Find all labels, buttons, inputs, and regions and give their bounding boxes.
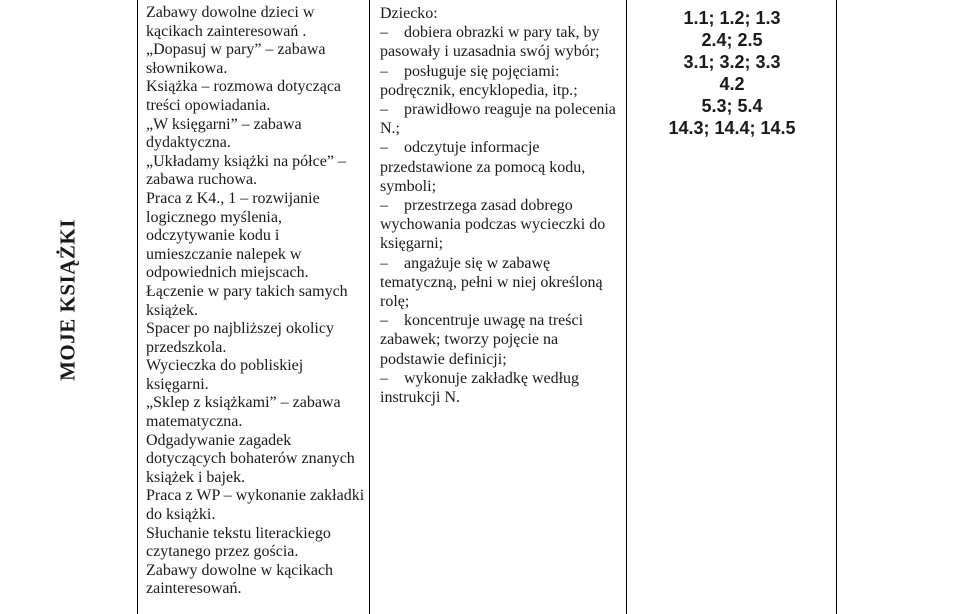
outcome-item	[380, 369, 620, 407]
activity-item: „Dopasuj w pary” – zabawa słownikowa.	[146, 41, 326, 77]
outcome-item	[380, 196, 620, 254]
activity-item: Spacer po najbliższej okolicy przedszkola.	[146, 320, 334, 356]
column-divider	[137, 0, 138, 614]
activity-item: Odgadywanie zagadek dotyczących bohaterów znanych książek i bajek.	[146, 431, 355, 486]
dash-bullet: –	[380, 312, 388, 330]
outcome-item	[380, 254, 620, 312]
column-divider	[836, 0, 837, 614]
outcome-text: koncentruje uwagę na treści zabawek; tworzy pojęcie na podstawie definicji;	[380, 312, 584, 368]
activity-item: Słuchanie tekstu literackiego czytanego przez gościa.	[146, 524, 331, 561]
dash-bullet: –	[380, 24, 388, 42]
activity-item: Zabawy dowolne dzieci w kącikach zainteresowań .	[146, 4, 315, 40]
topic-column	[0, 0, 137, 614]
outcomes-column	[380, 4, 620, 407]
outcome-item	[380, 23, 620, 61]
column-divider	[626, 0, 627, 614]
column-divider	[369, 0, 370, 614]
activity-item: „Układamy książki na półce” – zabawa ruchowa.	[146, 152, 346, 189]
topic-title: MOJE KSIĄŻKI	[55, 219, 80, 381]
dash-bullet: –	[380, 197, 388, 215]
outcome-text: dobiera obrazki w pary tak, by pasowały i uzasadnia swój wybór;	[380, 24, 600, 61]
activity-item: „W księgarni” – zabawa dydaktyczna.	[146, 115, 302, 152]
dash-bullet: –	[380, 62, 388, 80]
outcome-item	[380, 62, 620, 100]
outcome-item	[380, 138, 620, 196]
outcome-text: wykonuje zakładkę według instrukcji N.	[380, 369, 580, 407]
outcome-text: przestrzega zasad dobrego wychowania podczas wycieczki do księgarni;	[380, 197, 606, 253]
activity-item: Zabawy dowolne w kącikach zainteresowań.	[146, 561, 334, 598]
dash-bullet: –	[380, 139, 388, 157]
reference-line: 4.2	[719, 74, 745, 94]
dash-bullet: –	[380, 101, 388, 119]
outcome-item	[380, 100, 620, 138]
dash-bullet: –	[380, 254, 388, 272]
activity-item: Praca z WP – wykonanie zakładki do książki.	[146, 487, 365, 524]
curriculum-references-column	[634, 7, 830, 139]
outcome-item	[380, 311, 620, 369]
outcomes-intro: Dziecko:	[380, 5, 438, 22]
activity-item: Wycieczka do pobliskiej księgarni.	[146, 357, 304, 393]
activity-item: „Sklep z książkami” – zabawa matematyczna.	[146, 394, 341, 431]
activities-column	[146, 4, 368, 599]
activity-item: Praca z K4., 1 – rozwijanie logicznego myślenia, odczytywanie kodu i umieszczanie nalepek w odpowiednich miejscach.	[146, 189, 320, 282]
activity-item: Książka – rozmowa dotycząca treści opowiadania.	[146, 78, 342, 114]
reference-line: 14.3; 14.4; 14.5	[668, 118, 796, 138]
outcome-text: posługuje się pojęciami: podręcznik, encyklopedia, itp.;	[380, 62, 578, 99]
reference-line: 3.1; 3.2; 3.3	[683, 52, 781, 72]
outcome-text: prawidłowo reaguje na polecenia N.;	[380, 101, 616, 138]
activity-item: Łączenie w pary takich samych książek.	[146, 282, 348, 319]
reference-line: 1.1; 1.2; 1.3	[683, 8, 781, 28]
outcome-text: odczytuje informacje przedstawione za pomocą kodu, symboli;	[380, 139, 586, 195]
outcome-text: angażuje się w zabawę tematyczną, pełni w niej określoną rolę;	[380, 254, 603, 311]
dash-bullet: –	[380, 369, 388, 387]
reference-line: 2.4; 2.5	[701, 30, 763, 50]
reference-line: 5.3; 5.4	[701, 96, 763, 116]
